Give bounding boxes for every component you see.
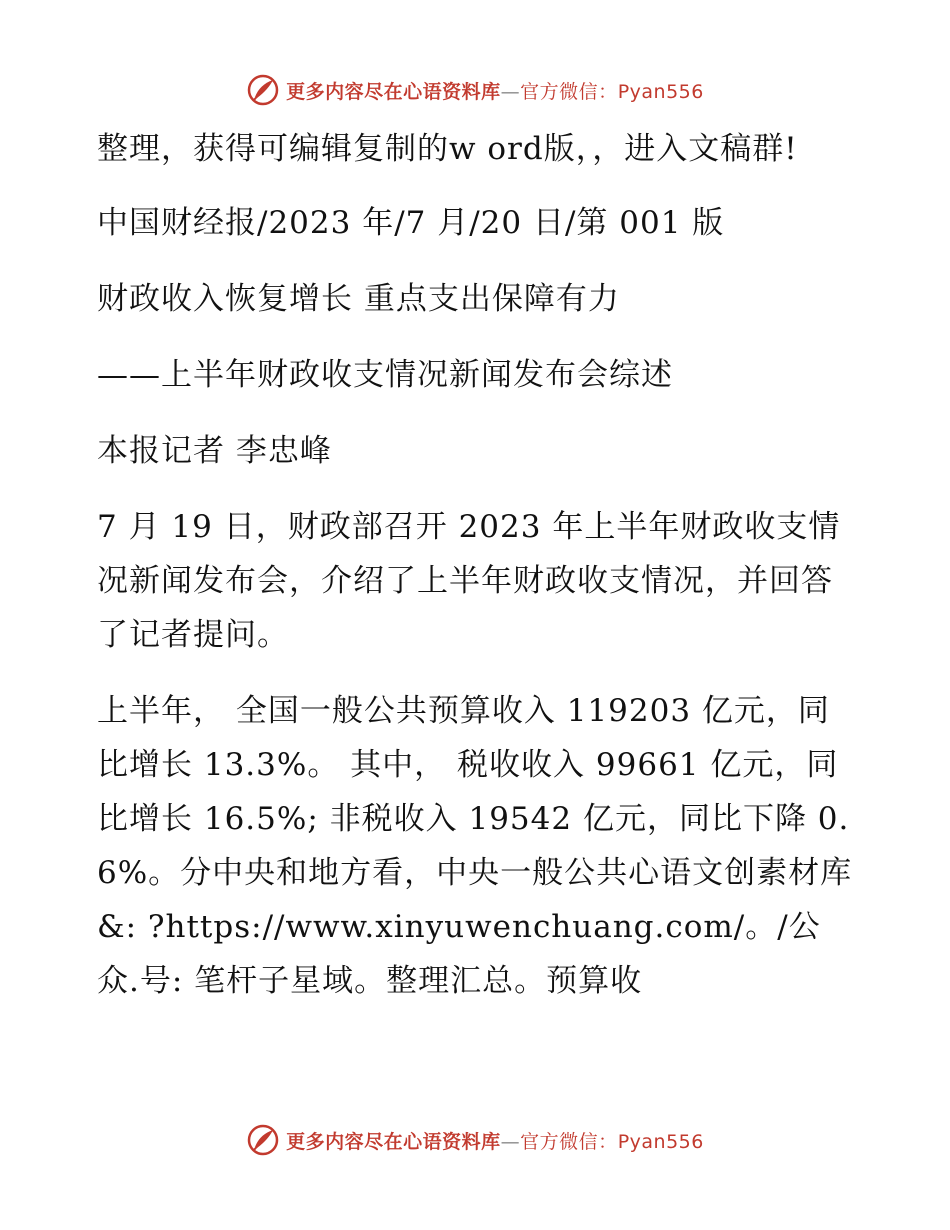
banner-wechat-label: 官方微信： bbox=[520, 80, 618, 103]
article-title: 财政收入恢复增长 重点支出保障有力 bbox=[97, 281, 620, 317]
banner-dash: — bbox=[500, 1130, 521, 1153]
banner-slogan: 更多内容尽在心语资料库 bbox=[286, 80, 501, 103]
body-paragraph-1: 7 月 19 日，财政部召开 2023 年上半年财政收支情况新闻发布会，介绍了上半年财政收支情况，并回答了记者提问。 bbox=[97, 509, 841, 653]
banner-dash: — bbox=[500, 80, 521, 103]
header-banner bbox=[0, 70, 950, 110]
intro-paragraph: 整理，获得可编辑复制的w ord版，，进入文稿群! bbox=[97, 131, 798, 167]
banner-wechat-id: Pyan556 bbox=[617, 80, 704, 103]
quill-logo-icon bbox=[246, 1123, 280, 1157]
footer-banner bbox=[0, 1120, 950, 1160]
document-body bbox=[97, 122, 857, 1030]
article-subtitle: ——上半年财政收支情况新闻发布会综述 bbox=[97, 357, 673, 393]
banner-text bbox=[286, 1127, 704, 1154]
quill-logo-icon bbox=[246, 73, 280, 107]
banner-wechat-label: 官方微信： bbox=[520, 1130, 618, 1153]
source-line: 中国财经报/2023 年/7 月/20 日/第 001 版 bbox=[97, 205, 725, 241]
banner-text bbox=[286, 77, 704, 104]
banner-slogan: 更多内容尽在心语资料库 bbox=[286, 1130, 501, 1153]
byline: 本报记者 李忠峰 bbox=[97, 433, 332, 469]
banner-wechat-id: Pyan556 bbox=[617, 1130, 704, 1153]
body-paragraph-2: 上半年， 全国一般公共预算收入 119203 亿元，同比增长 13.3%。 其中， 税收收入 99661 亿元，同比增长 16.5%; 非税收入 19542 亿元，同比下降 0.6%。分中央和地方看，中央一般公共心语文创素材库&: ?https://www.xinyuwenchuang.com/。/公众.号: 笔杆子星域。整理汇总。预算收 bbox=[97, 693, 853, 999]
